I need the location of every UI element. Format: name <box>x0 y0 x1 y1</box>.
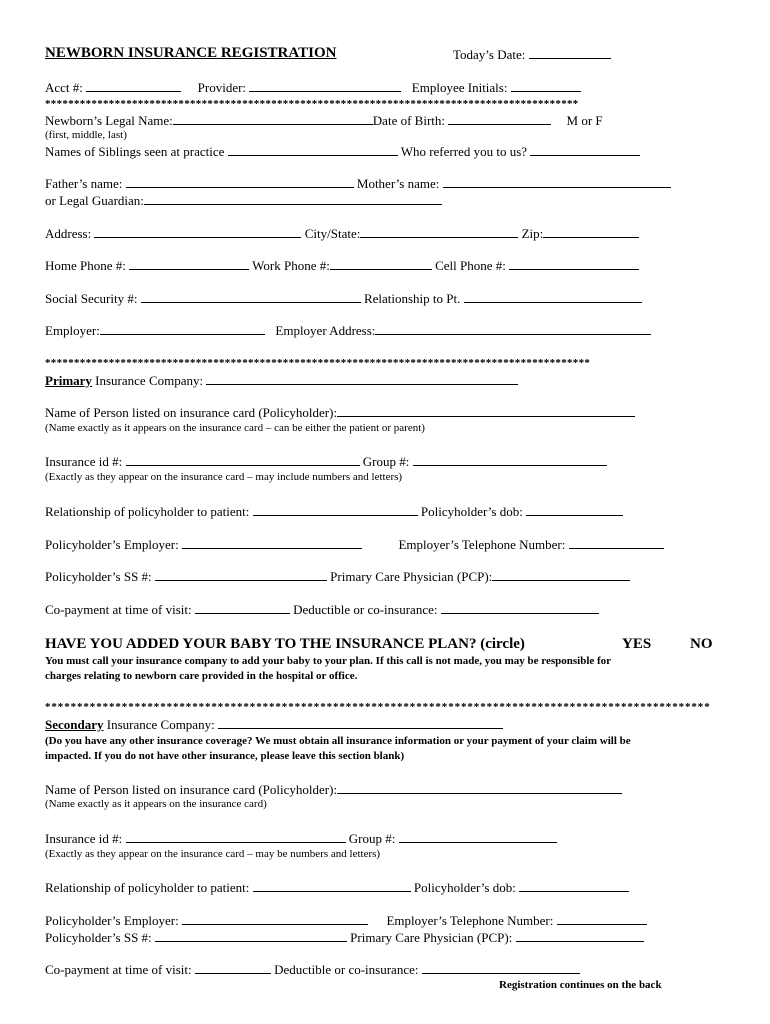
secondary-note-2: impacted. If you do not have other insurance, please leave this section blank) <box>45 750 405 762</box>
acct-field[interactable] <box>86 80 181 92</box>
employer-label: Employer: <box>45 323 100 338</box>
father-label: Father’s name: <box>45 176 123 191</box>
secondary-group-field[interactable] <box>399 831 557 843</box>
primary-group-field[interactable] <box>413 454 607 466</box>
father-field[interactable] <box>126 176 354 188</box>
secondary-ph-ss-label: Policyholder’s SS #: <box>45 930 152 945</box>
warning-line-2: charges relating to newborn care provided in the hospital or office. <box>45 670 358 682</box>
sex-choice[interactable]: M or F <box>566 113 603 128</box>
no-option[interactable]: NO <box>690 636 713 652</box>
acct-label: Acct #: <box>45 80 83 95</box>
employer-field[interactable] <box>100 323 265 335</box>
primary-id-row <box>45 454 607 469</box>
dob-field[interactable] <box>448 113 551 125</box>
guardian-field[interactable] <box>144 193 442 205</box>
secondary-copay-label: Co-payment at time of visit: <box>45 962 192 977</box>
provider-label: Provider: <box>197 80 247 95</box>
employer-address-label: Employer Address: <box>275 323 376 338</box>
secondary-pcp-label: Primary Care Physician (PCP): <box>350 930 513 945</box>
secondary-copay-row <box>45 962 580 977</box>
referred-label: Who referred you to us? <box>400 144 528 159</box>
warning-line-1: You must call your insurance company to add your baby to your plan. If this call is not made, you may be responsible for <box>45 655 612 667</box>
ssn-field[interactable] <box>141 291 361 303</box>
employer-address-field[interactable] <box>375 323 651 335</box>
primary-copay-row <box>45 602 599 617</box>
relationship-pt-label: Relationship to Pt. <box>363 291 461 306</box>
primary-ph-employer-field[interactable] <box>182 537 362 549</box>
address-field[interactable] <box>94 226 301 238</box>
separator-stars: ******************************************************************************************** <box>45 98 579 110</box>
secondary-policyholder-field[interactable] <box>337 782 622 794</box>
work-phone-label: Work Phone #: <box>252 258 330 273</box>
secondary-employer-row <box>45 913 647 928</box>
primary-pcp-label: Primary Care Physician (PCP): <box>330 569 493 584</box>
relationship-pt-field[interactable] <box>464 291 642 303</box>
form-title: NEWBORN INSURANCE REGISTRATION <box>45 45 337 61</box>
zip-field[interactable] <box>543 226 639 238</box>
primary-id-note: (Exactly as they appear on the insurance card – may include numbers and letters) <box>45 471 403 483</box>
secondary-ph-ss-field[interactable] <box>155 930 347 942</box>
primary-relationship-label: Relationship of policyholder to patient: <box>45 504 250 519</box>
primary-insurance-id-label: Insurance id #: <box>45 454 123 469</box>
secondary-id-row <box>45 831 557 846</box>
footer-note: Registration continues on the back <box>499 979 662 991</box>
primary-pcp-field[interactable] <box>492 569 630 581</box>
primary-policyholder-label: Name of Person listed on insurance card (Policyholder): <box>45 405 338 420</box>
cell-phone-label: Cell Phone #: <box>435 258 506 273</box>
primary-ph-dob-label: Policyholder’s dob: <box>420 504 523 519</box>
secondary-company-field[interactable] <box>218 717 503 729</box>
secondary-employer-phone-field[interactable] <box>557 913 647 925</box>
phones-row <box>45 258 639 273</box>
mother-label: Mother’s name: <box>356 176 440 191</box>
provider-field[interactable] <box>249 80 401 92</box>
ssn-row <box>45 291 642 306</box>
primary-deductible-field[interactable] <box>441 602 599 614</box>
secondary-pcp-field[interactable] <box>516 930 644 942</box>
secondary-insurance-id-field[interactable] <box>126 831 346 843</box>
primary-ph-dob-field[interactable] <box>526 504 623 516</box>
primary-policyholder-field[interactable] <box>337 405 635 417</box>
primary-company-row <box>45 373 518 388</box>
primary-ss-row <box>45 569 630 584</box>
address-row <box>45 226 639 241</box>
primary-company-field[interactable] <box>206 373 518 385</box>
siblings-label: Names of Siblings seen at practice <box>45 144 225 159</box>
newborn-row <box>45 113 603 128</box>
work-phone-field[interactable] <box>330 258 432 270</box>
secondary-ph-dob-label: Policyholder’s dob: <box>413 880 516 895</box>
primary-employer-row <box>45 537 664 552</box>
employee-initials-label: Employee Initials: <box>411 80 508 95</box>
primary-group-label: Group #: <box>362 454 410 469</box>
secondary-company-label: Insurance Company: <box>106 717 215 732</box>
todays-date-label: Today’s Date: <box>453 47 526 62</box>
employer-row <box>45 323 651 338</box>
secondary-employer-phone-label: Employer’s Telephone Number: <box>386 913 554 928</box>
home-phone-field[interactable] <box>129 258 249 270</box>
secondary-relationship-label: Relationship of policyholder to patient: <box>45 880 250 895</box>
ssn-label: Social Security #: <box>45 291 138 306</box>
primary-policyholder-row <box>45 405 635 420</box>
city-state-label: City/State: <box>304 226 361 241</box>
primary-relationship-field[interactable] <box>253 504 418 516</box>
primary-relationship-row <box>45 504 623 519</box>
newborn-name-field[interactable] <box>173 113 373 125</box>
mother-field[interactable] <box>443 176 671 188</box>
secondary-relationship-field[interactable] <box>253 880 411 892</box>
guardian-label: or Legal Guardian: <box>45 193 144 208</box>
secondary-ph-employer-label: Policyholder’s Employer: <box>45 913 179 928</box>
parents-row <box>45 176 671 191</box>
primary-company-label: Insurance Company: <box>95 373 204 388</box>
primary-deductible-label: Deductible or co-insurance: <box>293 602 438 617</box>
separator-stars: ********************************************************************************************** <box>45 357 591 369</box>
secondary-group-label: Group #: <box>348 831 396 846</box>
primary-ph-ss-field[interactable] <box>155 569 327 581</box>
address-label: Address: <box>45 226 92 241</box>
siblings-field[interactable] <box>228 144 398 156</box>
separator-stars: ******************************************************************************************************** <box>45 701 711 713</box>
secondary-relationship-row <box>45 880 629 895</box>
employee-initials-field[interactable] <box>511 80 581 92</box>
primary-name-note: (Name exactly as it appears on the insurance card – can be either the patient or parent) <box>45 422 425 434</box>
secondary-heading: Secondary <box>45 717 104 732</box>
secondary-policyholder-label: Name of Person listed on insurance card (Policyholder): <box>45 782 338 797</box>
referred-field[interactable] <box>530 144 640 156</box>
primary-copay-field[interactable] <box>195 602 290 614</box>
primary-insurance-id-field[interactable] <box>126 454 360 466</box>
secondary-copay-field[interactable] <box>195 962 271 974</box>
primary-employer-phone-field[interactable] <box>569 537 664 549</box>
secondary-name-note: (Name exactly as it appears on the insurance card) <box>45 798 267 810</box>
city-state-field[interactable] <box>360 226 518 238</box>
secondary-ph-dob-field[interactable] <box>519 880 629 892</box>
secondary-deductible-field[interactable] <box>422 962 580 974</box>
secondary-company-row <box>45 717 503 732</box>
home-phone-label: Home Phone #: <box>45 258 126 273</box>
cell-phone-field[interactable] <box>509 258 639 270</box>
baby-plan-question: HAVE YOU ADDED YOUR BABY TO THE INSURANCE PLAN? (circle) <box>45 636 525 652</box>
primary-ph-ss-label: Policyholder’s SS #: <box>45 569 152 584</box>
primary-employer-phone-label: Employer’s Telephone Number: <box>398 537 566 552</box>
secondary-ss-row <box>45 930 644 945</box>
secondary-note-1: (Do you have any other insurance coverage? We must obtain all insurance information or your payment of your claim will be <box>45 735 631 747</box>
siblings-row <box>45 144 640 159</box>
primary-ph-employer-label: Policyholder’s Employer: <box>45 537 179 552</box>
todays-date-row <box>453 47 611 62</box>
secondary-id-note: (Exactly as they appear on the insurance card – may be numbers and letters) <box>45 848 381 860</box>
secondary-insurance-id-label: Insurance id #: <box>45 831 123 846</box>
primary-copay-label: Co-payment at time of visit: <box>45 602 192 617</box>
secondary-deductible-label: Deductible or co-insurance: <box>274 962 419 977</box>
zip-label: Zip: <box>521 226 544 241</box>
primary-heading: Primary <box>45 373 92 388</box>
secondary-ph-employer-field[interactable] <box>182 913 368 925</box>
todays-date-field[interactable] <box>529 47 611 59</box>
secondary-policyholder-row <box>45 782 622 797</box>
name-order-note: (first, middle, last) <box>45 129 127 141</box>
guardian-row <box>45 193 442 208</box>
acct-row <box>45 80 581 95</box>
newborn-name-label: Newborn’s Legal Name: <box>45 113 173 128</box>
yes-option[interactable]: YES <box>622 636 652 652</box>
dob-label: Date of Birth: <box>372 113 446 128</box>
